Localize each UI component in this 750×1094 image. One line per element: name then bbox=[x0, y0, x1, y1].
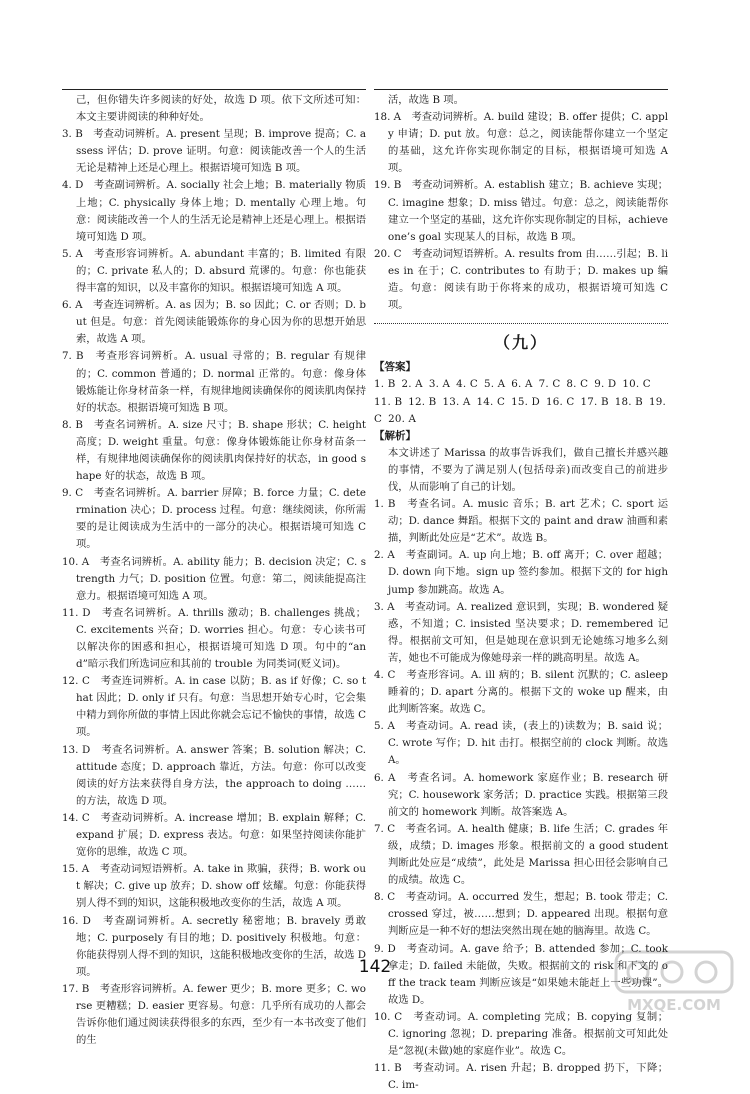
paragraph: 7. C 考查名词。A. health 健康；B. life 生活；C. grades 年级，成绩；D. images 形象。根据前文的 a good student 判断此处应是“成绩”，此处是 Marissa 担心田径会影响自己的成绩。故选 C。 bbox=[374, 822, 668, 887]
section-title: （九） bbox=[493, 333, 548, 353]
paragraph: 活，故选 B 项。 bbox=[388, 94, 464, 106]
right-column bbox=[374, 92, 668, 1094]
paragraph: 16. D 考查副词辨析。A. secretly 秘密地；B. bravely 勇敢地；C. purposely 有目的地；D. positively 积极地。句意：你能获得别人得不到的知识，这能积极地改变你的生活，故选 D 项。 bbox=[62, 914, 366, 978]
paragraph: 6. A 考查名词。A. homework 家庭作业；B. research 研究；C. housework 家务活；D. practice 实践。根据第三段前文的 homework 判断。故答案选 A。 bbox=[374, 771, 668, 818]
paragraph: 7. B 考查形容词辨析。A. usual 寻常的；B. regular 有规律的；C. common 普通的；D. normal 正常的。句意：像身体锻炼能让你身材苗条一样，有规律地阅读确保你的阅读肌肉保持好的状态。根据语境可知选 B 项。 bbox=[62, 350, 366, 414]
answer-item: 5. A bbox=[483, 378, 506, 391]
paragraph: 己，但你错失许多阅读的好处，故选 D 项。依下文所述可知：本文主要讲阅读的种种好处。 bbox=[76, 94, 366, 124]
answer-item: 16. C bbox=[545, 395, 575, 408]
paragraph: 18. A 考查动词辨析。A. build 建设；B. offer 提供；C. apply 申请；D. put 放。句意：总之，阅读能帮你建立一个坚定的基础，这允许你实现你制定的目标，根据语境可知选 A 项。 bbox=[374, 111, 668, 175]
paragraph: 3. B 考查动词辨析。A. present 呈现；B. improve 提高；C. assess 评估；D. prove 证明。句意：阅读能改善一个人的生活无论是精神上还是心理上。根据语境可知选 B 项。 bbox=[62, 128, 366, 175]
answer-item: 10. C bbox=[622, 378, 651, 391]
answer-item: 11. B bbox=[374, 395, 403, 408]
answers-label: 【答案】 bbox=[374, 361, 416, 374]
paragraph: 3. A 考查动词。A. realized 意识到，实现；B. wondered 疑惑，不知道；C. insisted 坚决要求；D. remembered 记得。根据前文可知，但是她现在意识到无论她练习地多么刻苦，她也不可能成为像她母亲一样的跳高明星。故选 A。 bbox=[374, 600, 668, 664]
header-rule-right bbox=[374, 89, 668, 90]
paragraph: 8. B 考查名词辨析。A. size 尺寸；B. shape 形状；C. height 高度；D. weight 重量。句意：像身体锻炼能让你身材苗条一样，有规律地阅读确保你的阅读肌肉保持好的状态，in good shape 好的状态，故选 B 项。 bbox=[62, 418, 366, 483]
left-column bbox=[62, 92, 366, 1049]
answer-row bbox=[374, 376, 668, 393]
paragraph: 4. C 考查形容词。A. ill 病的；B. silent 沉默的；C. asleep 睡着的；D. apart 分离的。根据下文的 woke up 醒来，由此判断答案。故选 C。 bbox=[374, 669, 668, 716]
answer-item: 6. A bbox=[511, 378, 533, 391]
paragraph: 4. D 考查副词辨析。A. socially 社会上地；B. materially 物质上地；C. physically 身体上地；D. mentally 心理上地。句意：阅读能改善一个人的生活无论是精神上还是心理上。根据语境可知选 D 项。 bbox=[62, 179, 366, 243]
paragraph: 10. C 考查动词。A. completing 完成；B. copying 复制；C. ignoring 忽视；D. preparing 准备。根据前文可知此处是“忽视(未做)她的家庭作业”。故选 C。 bbox=[374, 1010, 668, 1058]
paragraph: 6. A 考查连词辨析。A. as 因为；B. so 因此；C. or 否则；D. but 但是。句意：首先阅读能锻炼你的身心因为你的思想开始思索，故选 A 项。 bbox=[62, 299, 366, 346]
answer-item: 3. A bbox=[428, 378, 451, 391]
paragraph: 11. B 考查动词。A. risen 升起；B. dropped 扔下，下降；C. im- bbox=[374, 1062, 668, 1092]
paragraph: 15. A 考查动词短语辨析。A. take in 欺骗，获得；B. work out 解决；C. give up 放弃；D. show off 炫耀。句意：你能获得别人得不到的知识，这能积极地改变你的生活，故选 A 项。 bbox=[62, 863, 366, 910]
answer-item: 12. B bbox=[408, 395, 437, 408]
svg-text:MXQE.COM: MXQE.COM bbox=[627, 996, 721, 1014]
paragraph: 9. D 考查动词。A. gave 给予；B. attended 参加；C. took 拿走；D. failed 未能做，失败。根据前文的 risk 和下文的 off the track team 判断应该是“如果她未能赶上一些功课”。故选 D。 bbox=[374, 942, 668, 1006]
answer-item: 2. A bbox=[401, 378, 423, 391]
paragraph: 本文讲述了 Marissa 的故事告诉我们，做自己擅长并感兴趣的事情，不要为了满足别人(包括母亲)而改变自己的前进步伐，从而影响了自己的计划。 bbox=[388, 446, 668, 493]
answer-item: 14. C bbox=[476, 395, 506, 408]
answer-item: 7. C bbox=[538, 378, 561, 391]
paragraph: 9. C 考查名词辨析。A. barrier 屏障；B. force 力量；C. determination 决心；D. process 过程。句意：继续阅读，你所需要的是让阅读成为生活中的一部分的决心。根据语境可知选 C 项。 bbox=[62, 487, 366, 551]
answer-item: 13. A bbox=[442, 395, 471, 408]
paragraph: 5. A 考查形容词辨析。A. abundant 丰富的；B. limited 有限的；C. private 私人的；D. absurd 荒谬的。句意：你也能获得丰富的知识，以及丰富你的知识。根据语境可知选 A 项。 bbox=[62, 247, 366, 295]
answer-item: 19. C bbox=[374, 395, 666, 425]
paragraph: 5. A 考查动词。A. read 读，(表上的)读数为；B. said 说；C. wrote 写作；D. hit 击打。根据空前的 clock 判断。故选 A。 bbox=[374, 720, 668, 767]
header-rule-left bbox=[62, 89, 366, 90]
analysis-label: 【解析】 bbox=[374, 429, 416, 442]
watermark-logo bbox=[612, 950, 736, 1016]
paragraph: 2. A 考查副词。A. up 向上地；B. off 离开；C. over 超越；D. down 向下地。sign up 签约参加。根据下文的 for high jump 参加跳高。故选 A。 bbox=[374, 549, 668, 596]
answer-item: 20. A bbox=[388, 412, 417, 425]
paragraph: 11. D 考查名词辨析。A. thrills 激动；B. challenges 挑战；C. excitements 兴奋；D. worries 担心。句意：专心读书可以解决你的困惑和担心，根据语境可知选 D 项。句中的“and”暗示我们所选词应和其前的 trouble 为同类词(贬义词)。 bbox=[62, 606, 366, 671]
right-column-continued-answers bbox=[374, 92, 668, 314]
paragraph: 17. B 考查形容词辨析。A. fewer 更少；B. more 更多；C. worse 更糟糕；D. easier 更容易。句意：几乎所有成功的人都会告诉你他们通过阅读获得很多的东西，至少有一本书改变了他们的生 bbox=[62, 982, 366, 1047]
answer-item: 8. C bbox=[566, 378, 589, 391]
paragraph: 1. B 考查名词。A. music 音乐；B. art 艺术；C. sport 运动；D. dance 舞蹈。根据下文的 paint and draw 油画和素描，判断此处应是“艺术”。故选 B。 bbox=[374, 498, 668, 545]
answer-key bbox=[374, 376, 668, 427]
answer-item: 4. C bbox=[456, 378, 478, 391]
paragraph: 13. D 考查名词辨析。A. answer 答案；B. solution 解决；C. attitude 态度；D. approach 靠近，方法。句意：你可以改变阅读的好方法来获得自身方法，the approach to doing ……的方法，故选 D 项。 bbox=[62, 743, 366, 807]
paragraph: 19. B 考查动词辨析。A. establish 建立；B. achieve 实现；C. imagine 想象；D. miss 错过。句意：总之，阅读能帮你建立一个坚定的基础，这允许你实现你制定的目标，achieve one’s goal 实现某人的目标，故选 B 项。 bbox=[374, 179, 668, 243]
section-divider bbox=[374, 323, 668, 324]
answer-item: 18. B bbox=[614, 395, 643, 408]
answer-row bbox=[374, 394, 668, 428]
answer-item: 9. D bbox=[594, 378, 617, 391]
paragraph: 20. C 考查动词短语辨析。A. results from 由……引起；B. lies in 在于；C. contributes to 有助于；D. makes up 编造。句意：阅读有助于你将来的成功，根据语境可知选 C 项。 bbox=[374, 247, 668, 312]
paragraph: 10. A 考查名词辨析。A. ability 能力；B. decision 决定；C. strength 力气；D. position 位置。句意：第二，阅读能提高注意力。根据语境可知选 A 项。 bbox=[62, 555, 366, 602]
paragraph: 12. C 考查连词辨析。A. in case 以防；B. as if 好像；C. so that 因此；D. only if 只有。句意：当思想开始专心时，它会集中精力到你所做的事情上因此你就会忘记不愉快的事情，故选 C 项。 bbox=[62, 675, 366, 739]
paragraph: 14. C 考查动词辨析。A. increase 增加；B. explain 解释；C. expand 扩展；D. express 表达。句意：如果坚持阅读你能扩宽你的思维，故选 C 项。 bbox=[62, 811, 366, 859]
answer-item: 1. B bbox=[374, 378, 396, 391]
answer-item: 17. B bbox=[580, 395, 609, 408]
answer-item: 15. D bbox=[511, 395, 540, 408]
page-number: 142 bbox=[358, 957, 392, 977]
paragraph: 8. C 考查动词。A. occurred 发生，想起；B. took 带走；C. crossed 穿过，被……想到；D. appeared 出现。根据句意判断应是一种不好的想法突然出现在她的脑海里。故选 C。 bbox=[374, 891, 668, 938]
